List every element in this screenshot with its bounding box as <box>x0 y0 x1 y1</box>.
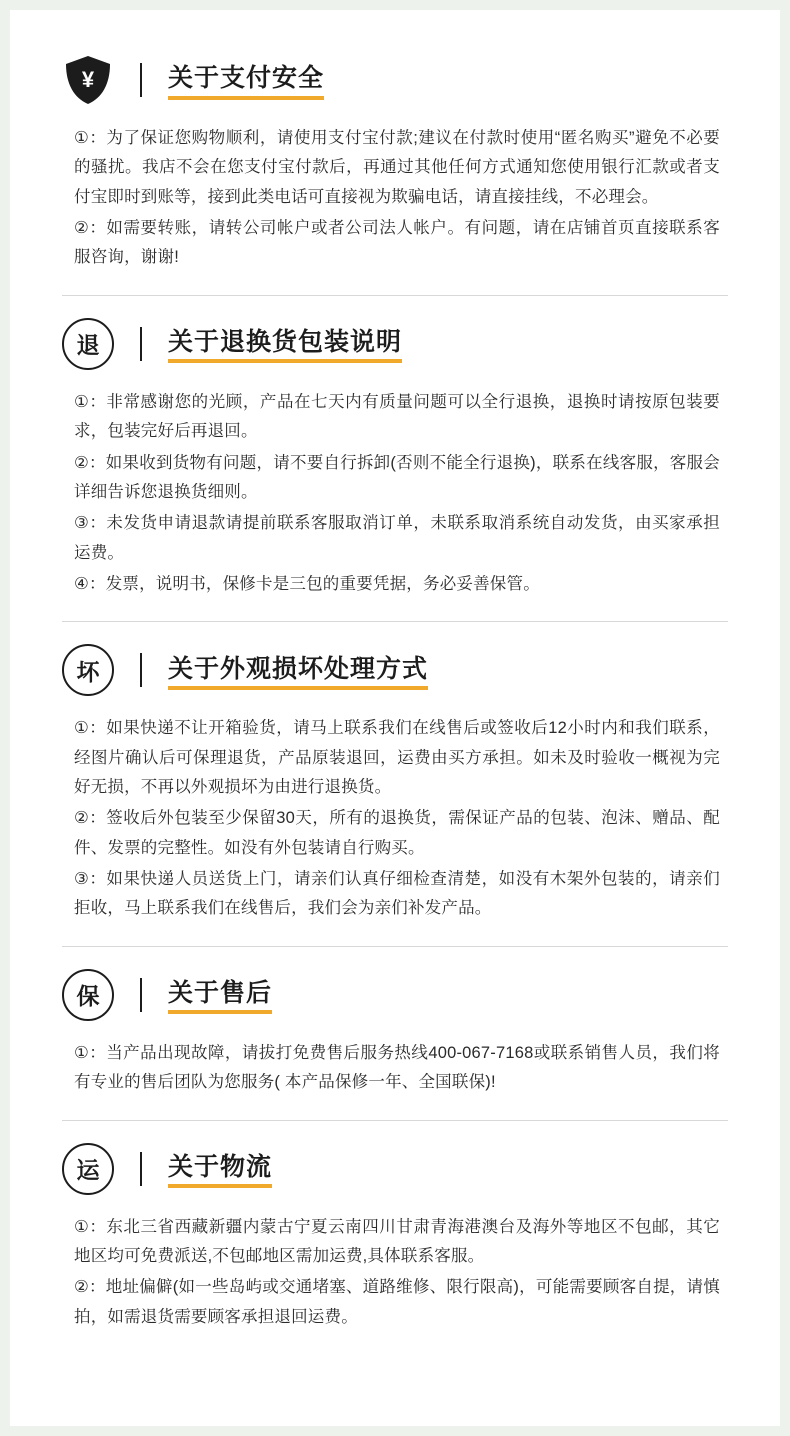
paragraph: ③：未发货申请退款请提前联系客服取消订单，未联系取消系统自动发货，由买家承担运费。 <box>74 514 720 562</box>
badge-damage-icon: 坏 <box>62 644 114 696</box>
section-header <box>62 318 728 370</box>
badge-return-icon: 退 <box>62 318 114 370</box>
header-divider <box>140 1152 142 1186</box>
section-header <box>62 54 728 106</box>
paragraph: ②：如果收到货物有问题，请不要自行拆卸(否则不能全行退换)，联系在线客服，客服会详细告诉您退换货细则。 <box>74 453 720 501</box>
section-header <box>62 644 728 696</box>
shield-yen-icon <box>62 54 114 106</box>
paragraph: ④：发票，说明书，保修卡是三包的重要凭据，务必妥善保管。 <box>74 574 540 593</box>
section-text <box>62 1039 728 1098</box>
section-text <box>62 714 728 924</box>
paragraph: ②：如需要转账，请转公司帐户或者公司法人帐户。有问题，请在店铺首页直接联系客服咨询，谢谢! <box>74 219 720 267</box>
section-title: 关于外观损坏处理方式 <box>168 654 428 687</box>
paragraph: ①：为了保证您购物顺利，请使用支付宝付款;建议在付款时使用“匿名购买”避免不必要的骚扰。我店不会在您支付宝付款后，再通过其他任何方式通知您使用银行汇款或者支付宝即时到账等，接到此类电话可直接视为欺骗电话，请直接挂线，不必理会。 <box>74 129 720 206</box>
paragraph: ③：如果快递人员送货上门，请亲们认真仔细检查清楚，如没有木架外包装的，请亲们拒收，马上联系我们在线售后，我们会为亲们补发产品。 <box>74 870 720 918</box>
header-divider <box>140 63 142 97</box>
paragraph: ①：非常感谢您的光顾，产品在七天内有质量问题可以全行退换，退换时请按原包装要求，包装完好后再退回。 <box>74 392 720 441</box>
section-text <box>62 388 728 600</box>
document-body <box>10 10 780 1360</box>
section-text <box>62 124 728 273</box>
section-header <box>62 969 728 1021</box>
header-divider <box>140 978 142 1012</box>
section-title: 关于退换货包装说明 <box>168 327 402 360</box>
badge-warranty-icon: 保 <box>62 969 114 1021</box>
badge-shipping-icon: 运 <box>62 1143 114 1195</box>
paragraph: ②：地址偏僻(如一些岛屿或交通堵塞、道路维修、限行限高)，可能需要顾客自提，请慎拍，如需退货需要顾客承担退回运费。 <box>74 1278 720 1326</box>
badge-label: ¥ <box>81 67 95 92</box>
section-title: 关于支付安全 <box>168 63 324 96</box>
paragraph: ②：签收后外包装至少保留30天，所有的退换货，需保证产品的包装、泡沫、赠品、配件、发票的完整性。如没有外包装请自行购买。 <box>74 809 720 857</box>
section-return-packaging <box>62 295 728 600</box>
section-title: 关于物流 <box>168 1152 272 1185</box>
section-payment-safety <box>62 32 728 273</box>
section-header <box>62 1143 728 1195</box>
header-divider <box>140 327 142 361</box>
paragraph: ①：当产品出现故障，请拔打免费售后服务热线400-067-7168或联系销售人员，我们将有专业的售后团队为您服务( 本产品保修一年、全国联保)! <box>74 1043 720 1092</box>
paragraph: ①：东北三省西藏新疆内蒙古宁夏云南四川甘肃青海港澳台及海外等地区不包邮，其它地区均可免费派送,不包邮地区需加运费,具体联系客服。 <box>74 1217 720 1265</box>
header-divider <box>140 653 142 687</box>
section-title: 关于售后 <box>168 978 272 1011</box>
paragraph: ①：如果快递不让开箱验货，请马上联系我们在线售后或签收后12小时内和我们联系，经图片确认后可保理退货，产品原装退回，运费由买方承担。如未及时验收一概视为完好无损，不再以外观损坏为由进行退换货。 <box>74 719 720 797</box>
section-appearance-damage <box>62 621 728 924</box>
section-logistics <box>62 1120 728 1332</box>
section-after-sales <box>62 946 728 1098</box>
section-text <box>62 1213 728 1332</box>
